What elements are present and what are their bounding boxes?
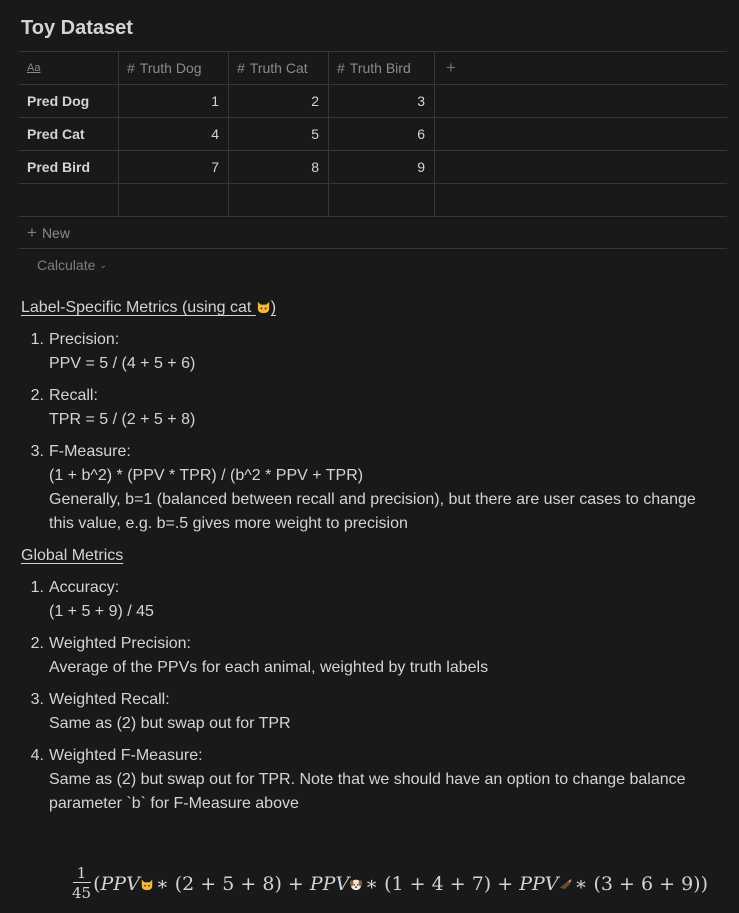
plus-icon: +	[27, 222, 37, 242]
fraction	[72, 864, 91, 903]
number-icon: #	[337, 60, 345, 76]
list-item-title: Weighted F-Measure:	[49, 747, 203, 764]
new-row-button[interactable]	[19, 217, 727, 249]
table-cell[interactable]: 8	[229, 151, 329, 183]
table-cell-empty	[435, 118, 727, 150]
list-number: 1.	[30, 331, 44, 348]
list-number: 4.	[30, 747, 44, 764]
formula-term: ∗ (1 + 4 + 7) +	[365, 872, 514, 895]
list-number: 3.	[30, 691, 44, 708]
table-cell-empty	[435, 184, 727, 216]
formula-ppv: PPV	[100, 872, 140, 895]
list-number: 2.	[30, 635, 44, 652]
list-item	[21, 632, 721, 680]
global-metrics-list	[21, 576, 721, 816]
page-title: Toy Dataset	[21, 17, 133, 39]
column-header-truth-cat[interactable]	[229, 52, 329, 84]
table-cell[interactable]	[119, 184, 229, 216]
weighted-precision-formula	[72, 864, 708, 903]
list-item-text: Average of the PPVs for each animal, weighted by truth labels	[49, 659, 489, 676]
list-item-text: this value, e.g. b=.5 gives more weight to precision	[49, 515, 408, 532]
table-cell[interactable]: 6	[329, 118, 435, 150]
add-column-button[interactable]	[435, 52, 727, 84]
plus-icon: +	[446, 58, 456, 77]
table-cell[interactable]: 3	[329, 85, 435, 117]
table-header-row	[19, 52, 727, 85]
list-item-text: Generally, b=1 (balanced between recall and precision), but there are user cases to change	[49, 491, 696, 508]
list-item-title: Recall:	[49, 387, 98, 404]
list-item	[21, 440, 721, 536]
list-item-text: Same as (2) but swap out for TPR	[49, 715, 291, 732]
list-item	[21, 328, 721, 376]
label-metrics-heading: Label-Specific Metrics (using cat )	[21, 299, 277, 316]
calculate-button[interactable]	[19, 249, 727, 281]
table-row-empty[interactable]	[19, 184, 727, 217]
table-cell-empty	[435, 85, 727, 117]
calculate-label: Calculate	[37, 257, 96, 273]
formula-term: ∗ (3 + 6 + 9))	[574, 872, 708, 895]
list-item-title: Accuracy:	[49, 579, 120, 596]
list-item	[21, 688, 721, 736]
table-cell[interactable]: 9	[329, 151, 435, 183]
page-content	[21, 296, 721, 816]
table-cell[interactable]: 7	[119, 151, 229, 183]
text-type-icon: Aa	[27, 62, 41, 74]
formula-ppv: PPV	[519, 872, 559, 895]
fraction-denominator: 45	[72, 884, 92, 902]
table-row[interactable]	[19, 151, 727, 184]
row-title[interactable]: Pred Bird	[19, 151, 119, 183]
title-column-header[interactable]	[19, 52, 119, 84]
list-item-text: Same as (2) but swap out for TPR. Note that we should have an option to change balance	[49, 771, 686, 788]
list-item-text: parameter `b` for F-Measure above	[49, 795, 299, 812]
chevron-down-icon: ⌄	[99, 259, 107, 270]
list-item-text: (1 + 5 + 9) / 45	[49, 603, 154, 620]
table-cell[interactable]: 4	[119, 118, 229, 150]
list-item	[21, 384, 721, 432]
list-item-text: TPR = 5 / (2 + 5 + 8)	[49, 411, 196, 428]
row-title[interactable]: Pred Cat	[19, 118, 119, 150]
bird-emoji-icon	[559, 877, 573, 891]
database-table	[19, 51, 727, 281]
column-header-label: Truth Dog	[139, 60, 202, 76]
column-header-label: Truth Cat	[249, 60, 308, 76]
list-item	[21, 576, 721, 624]
number-icon: #	[237, 60, 245, 76]
list-item-title: F-Measure:	[49, 443, 131, 460]
table-cell[interactable]: 2	[229, 85, 329, 117]
column-header-truth-bird[interactable]	[329, 52, 435, 84]
table-cell[interactable]: 1	[119, 85, 229, 117]
table-cell[interactable]: 5	[229, 118, 329, 150]
formula-ppv: PPV	[309, 872, 350, 895]
list-item	[21, 744, 721, 816]
new-row-label: New	[41, 224, 70, 241]
list-number: 3.	[30, 443, 44, 460]
table-cell[interactable]	[329, 184, 435, 216]
formula-term: ∗ (2 + 5 + 8) +	[155, 872, 304, 895]
list-item-text: (1 + b^2) * (PPV * TPR) / (b^2 * PPV + TPR)	[49, 467, 364, 484]
label-metrics-list	[21, 328, 721, 536]
table-cell[interactable]	[229, 184, 329, 216]
global-metrics-heading: Global Metrics	[21, 547, 124, 564]
formula-paren: (	[93, 872, 101, 895]
table-row[interactable]	[19, 85, 727, 118]
table-row[interactable]	[19, 118, 727, 151]
row-title[interactable]	[19, 184, 119, 216]
column-header-truth-dog[interactable]	[119, 52, 229, 84]
heading-text: Label-Specific Metrics (using cat	[21, 299, 252, 316]
list-number: 1.	[30, 579, 44, 596]
list-item-text: PPV = 5 / (4 + 5 + 6)	[49, 355, 196, 372]
number-icon: #	[127, 60, 135, 76]
list-number: 2.	[30, 387, 44, 404]
cat-emoji-icon	[140, 877, 154, 891]
fraction-numerator: 1	[76, 864, 87, 882]
row-title[interactable]: Pred Dog	[19, 85, 119, 117]
table-cell-empty	[435, 151, 727, 183]
dog-emoji-icon	[349, 877, 363, 891]
list-item-title: Precision:	[49, 331, 120, 348]
list-item-title: Weighted Precision:	[49, 635, 191, 652]
column-header-label: Truth Bird	[349, 60, 411, 76]
list-item-title: Weighted Recall:	[49, 691, 170, 708]
cat-emoji-icon	[256, 299, 271, 314]
